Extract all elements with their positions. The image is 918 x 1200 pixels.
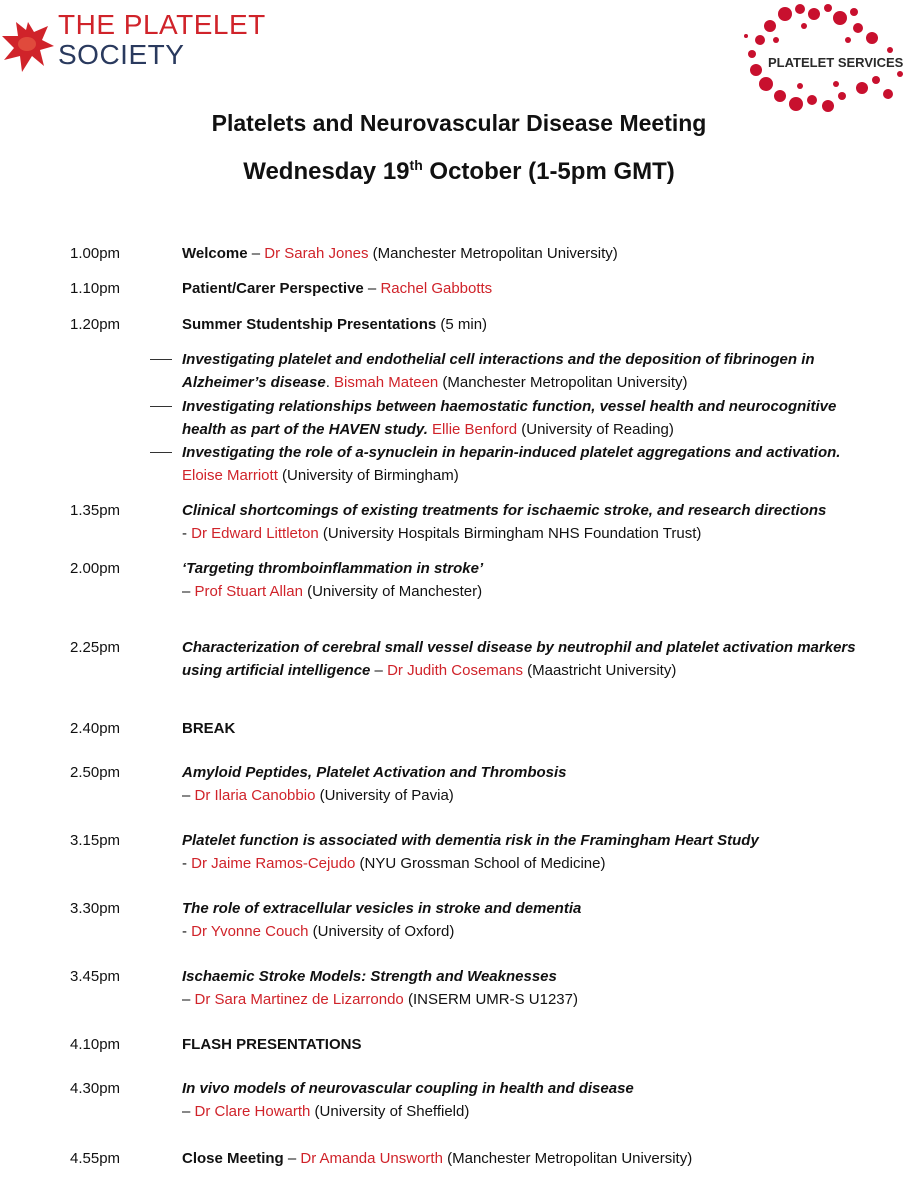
speaker-name: Prof Stuart Allan bbox=[194, 583, 303, 600]
affiliation: (NYU Grossman School of Medicine) bbox=[355, 855, 606, 872]
sep: – bbox=[182, 991, 195, 1008]
affiliation: (University of Birmingham) bbox=[277, 467, 459, 484]
sep: – bbox=[182, 583, 195, 600]
session-stroke-models bbox=[182, 965, 872, 1011]
speaker-name: Dr Yvonne Couch bbox=[191, 923, 309, 940]
session-title: ‘Targeting thromboinflammation in stroke’ bbox=[182, 560, 484, 577]
sep: – bbox=[283, 1150, 301, 1167]
row-time: 1.10pm bbox=[70, 280, 121, 297]
row-time: 2.00pm bbox=[70, 560, 121, 577]
talk-title: Investigating relationships between haemostatic function, vessel health and neurocognitive health as part of the HAVEN study. bbox=[182, 398, 837, 438]
dot: . bbox=[325, 374, 330, 391]
row-time: 1.35pm bbox=[70, 502, 121, 519]
session-title: BREAK bbox=[182, 720, 236, 737]
list-dash bbox=[150, 406, 172, 407]
services-wordmark bbox=[768, 55, 903, 70]
session-title: Platelet function is associated with dementia risk in the Framingham Heart Study bbox=[182, 832, 759, 849]
session-close bbox=[182, 1147, 872, 1170]
speaker-name: Bismah Mateen bbox=[329, 374, 439, 391]
society-name-line1: THE PLATELET bbox=[58, 9, 266, 40]
row-time: 4.10pm bbox=[70, 1036, 121, 1053]
date-suffix: th bbox=[409, 157, 423, 173]
affiliation: (INSERM UMR-S U1237) bbox=[403, 991, 578, 1008]
talk-title: Investigating platelet and endothelial cell interactions and the deposition of fibrinogen in Alzheimer’s disease bbox=[182, 351, 815, 391]
session-title: Ischaemic Stroke Models: Strength and Weaknesses bbox=[182, 968, 557, 985]
affiliation: (University of Pavia) bbox=[315, 787, 454, 804]
list-dash bbox=[150, 359, 172, 360]
speaker-name: Dr Sarah Jones bbox=[264, 245, 369, 262]
student-talk-3 bbox=[182, 441, 872, 487]
affiliation: (Manchester Metropolitan University) bbox=[438, 374, 688, 391]
row-time: 3.45pm bbox=[70, 968, 121, 985]
row-time: 2.40pm bbox=[70, 720, 121, 737]
session-small-vessel bbox=[182, 636, 872, 682]
affiliation: (University Hospitals Birmingham NHS Foundation Trust) bbox=[318, 525, 702, 542]
sep: - bbox=[182, 855, 192, 872]
session-title: Characterization of cerebral small vessel disease by neutrophil and platelet activation markers using artificial intelligence bbox=[182, 639, 856, 679]
speaker-name: Dr Clare Howarth bbox=[194, 1103, 311, 1120]
session-amyloid bbox=[182, 761, 872, 807]
affiliation: (Manchester Metropolitan University) bbox=[368, 245, 618, 262]
sep: - bbox=[182, 525, 192, 542]
list-dash bbox=[150, 452, 172, 453]
session-vesicles bbox=[182, 897, 872, 943]
student-talk-1 bbox=[182, 348, 872, 394]
session-title: FLASH PRESENTATIONS bbox=[182, 1036, 362, 1053]
society-name-line2: SOCIETY bbox=[58, 39, 185, 70]
row-time: 1.20pm bbox=[70, 316, 121, 333]
row-time: 2.50pm bbox=[70, 764, 121, 781]
speaker-name: Dr Judith Cosemans bbox=[387, 662, 523, 679]
sep: – bbox=[363, 280, 381, 297]
row-time: 3.30pm bbox=[70, 900, 121, 917]
row-time: 1.00pm bbox=[70, 245, 121, 262]
session-title: Close Meeting bbox=[182, 1150, 284, 1167]
speaker-name: Dr Amanda Unsworth bbox=[300, 1150, 443, 1167]
session-framingham bbox=[182, 829, 872, 875]
row-time: 2.25pm bbox=[70, 639, 121, 656]
session-title: Welcome bbox=[182, 245, 248, 262]
session-title: Summer Studentship Presentations bbox=[182, 316, 437, 333]
platelet-services-logo bbox=[740, 0, 918, 115]
services-word-b: SERVICES bbox=[837, 55, 904, 70]
sep: – bbox=[247, 245, 265, 262]
student-talk-2 bbox=[182, 395, 872, 441]
affiliation: (University of Reading) bbox=[517, 421, 674, 438]
session-title: Clinical shortcomings of existing treatments for ischaemic stroke, and research directions bbox=[182, 502, 827, 519]
sep: - bbox=[182, 923, 192, 940]
session-thromboinflammation bbox=[182, 557, 872, 603]
speaker-name: Eloise Marriott bbox=[182, 467, 278, 484]
session-welcome bbox=[182, 242, 872, 265]
row-time: 4.55pm bbox=[70, 1150, 121, 1167]
meeting-title: Platelets and Neurovascular Disease Meeting bbox=[211, 110, 707, 136]
talk-title: Investigating the role of a-synuclein in heparin-induced platelet aggregations and activation. bbox=[182, 444, 841, 461]
date-rest: October (1-5pm GMT) bbox=[422, 158, 675, 185]
speaker-name: Rachel Gabbotts bbox=[380, 280, 493, 297]
session-in-vivo bbox=[182, 1077, 872, 1123]
row-time: 3.15pm bbox=[70, 832, 121, 849]
affiliation: (University of Oxford) bbox=[308, 923, 455, 940]
row-time: 4.30pm bbox=[70, 1080, 121, 1097]
affiliation: (Manchester Metropolitan University) bbox=[442, 1150, 693, 1167]
duration-note: (5 min) bbox=[436, 316, 488, 333]
session-title: Amyloid Peptides, Platelet Activation and Thrombosis bbox=[182, 764, 567, 781]
session-flash bbox=[182, 1033, 872, 1056]
session-patient-perspective bbox=[182, 277, 872, 300]
session-studentship bbox=[182, 313, 872, 336]
speaker-name: Dr Jaime Ramos-Cejudo bbox=[191, 855, 356, 872]
affiliation: (University of Sheffield) bbox=[310, 1103, 470, 1120]
speaker-name: Ellie Benford bbox=[427, 421, 518, 438]
session-title: In vivo models of neurovascular coupling in health and disease bbox=[182, 1080, 634, 1097]
speaker-name: Dr Sara Martinez de Lizarrondo bbox=[194, 991, 404, 1008]
session-break bbox=[182, 717, 872, 740]
affiliation: (University of Manchester) bbox=[302, 583, 483, 600]
date-day: Wednesday 19 bbox=[243, 158, 410, 185]
speaker-name: Dr Ilaria Canobbio bbox=[194, 787, 316, 804]
session-title: Patient/Carer Perspective bbox=[182, 280, 364, 297]
services-word-a: PLATELET bbox=[768, 55, 835, 70]
platelet-cell-icon bbox=[0, 14, 56, 76]
affiliation: (Maastricht University) bbox=[522, 662, 677, 679]
sep: – bbox=[182, 1103, 195, 1120]
session-clinical-shortcomings bbox=[182, 499, 872, 545]
session-title: The role of extracellular vesicles in stroke and dementia bbox=[182, 900, 582, 917]
sep: – bbox=[182, 787, 195, 804]
platelet-society-logo bbox=[0, 8, 300, 78]
meeting-date bbox=[0, 157, 918, 186]
speaker-name: Dr Edward Littleton bbox=[191, 525, 319, 542]
sep: – bbox=[370, 662, 388, 679]
